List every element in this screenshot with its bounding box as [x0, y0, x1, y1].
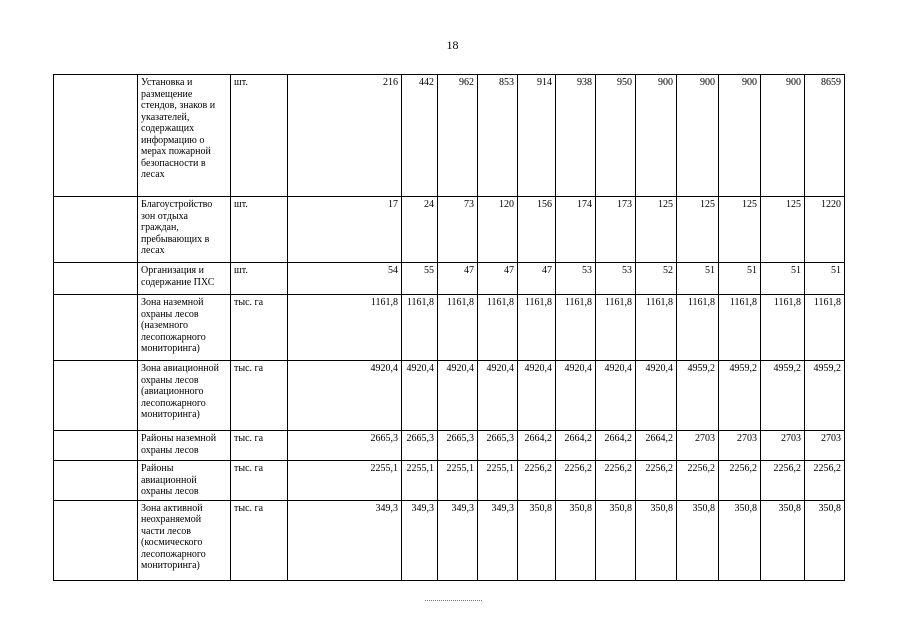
value-cell: 938: [556, 75, 596, 197]
value-cell: 2703: [719, 431, 761, 461]
value-cell: 2256,2: [805, 461, 845, 501]
value-cell: 4959,2: [805, 361, 845, 431]
row-unit-cell: тыс. га: [231, 361, 288, 431]
empty-cell: [54, 263, 138, 295]
value-cell: 4920,4: [402, 361, 438, 431]
value-cell: 125: [677, 197, 719, 263]
value-cell: 1161,8: [719, 295, 761, 361]
value-cell: 350,8: [596, 500, 636, 580]
value-cell: 2665,3: [402, 431, 438, 461]
value-cell: 156: [518, 197, 556, 263]
row-name-cell: Зона наземной охраны лесов (наземного лесопожарного мониторинга): [138, 295, 231, 361]
table-row: [54, 500, 845, 580]
value-cell: 350,8: [636, 500, 677, 580]
value-cell: 2664,2: [636, 431, 677, 461]
value-cell: 2664,2: [518, 431, 556, 461]
table-row: [54, 75, 845, 197]
value-cell: 4959,2: [761, 361, 805, 431]
value-cell: 2256,2: [761, 461, 805, 501]
value-cell: 8659: [805, 75, 845, 197]
value-cell: 349,3: [438, 500, 478, 580]
value-cell: 2664,2: [556, 431, 596, 461]
value-cell: 2665,3: [288, 431, 402, 461]
value-cell: 4959,2: [719, 361, 761, 431]
row-unit-cell: тыс. га: [231, 431, 288, 461]
value-cell: 24: [402, 197, 438, 263]
value-cell: 47: [518, 263, 556, 295]
value-cell: 900: [636, 75, 677, 197]
value-cell: 1161,8: [518, 295, 556, 361]
value-cell: 349,3: [478, 500, 518, 580]
data-table: [53, 74, 845, 581]
value-cell: 962: [438, 75, 478, 197]
empty-cell: [54, 461, 138, 501]
value-cell: 2256,2: [518, 461, 556, 501]
empty-cell: [54, 361, 138, 431]
value-cell: 51: [677, 263, 719, 295]
value-cell: 2255,1: [402, 461, 438, 501]
empty-cell: [54, 295, 138, 361]
row-name-cell: Зона авиационной охраны лесов (авиационного лесопожарного мониторинга): [138, 361, 231, 431]
table-row: [54, 197, 845, 263]
value-cell: 4959,2: [677, 361, 719, 431]
row-unit-cell: тыс. га: [231, 295, 288, 361]
value-cell: 1161,8: [761, 295, 805, 361]
value-cell: 350,8: [518, 500, 556, 580]
row-name-cell: Организация и содержание ПХС: [138, 263, 231, 295]
page-number: 18: [446, 38, 459, 52]
value-cell: 2665,3: [438, 431, 478, 461]
value-cell: 1161,8: [596, 295, 636, 361]
value-cell: 1161,8: [402, 295, 438, 361]
value-cell: 2256,2: [556, 461, 596, 501]
value-cell: 4920,4: [438, 361, 478, 431]
value-cell: 51: [761, 263, 805, 295]
row-unit-cell: шт.: [231, 75, 288, 197]
value-cell: 125: [636, 197, 677, 263]
value-cell: 4920,4: [518, 361, 556, 431]
value-cell: 349,3: [288, 500, 402, 580]
row-unit-cell: шт.: [231, 197, 288, 263]
empty-cell: [54, 197, 138, 263]
row-unit-cell: шт.: [231, 263, 288, 295]
value-cell: 853: [478, 75, 518, 197]
value-cell: 216: [288, 75, 402, 197]
value-cell: 47: [478, 263, 518, 295]
value-cell: 47: [438, 263, 478, 295]
value-cell: 4920,4: [478, 361, 518, 431]
value-cell: 4920,4: [596, 361, 636, 431]
row-name-cell: Зона активной неохраняемой части лесов (космического лесопожарного мониторинга): [138, 500, 231, 580]
value-cell: 2256,2: [719, 461, 761, 501]
table-row: [54, 461, 845, 501]
value-cell: 73: [438, 197, 478, 263]
value-cell: 125: [761, 197, 805, 263]
table-row: [54, 361, 845, 431]
value-cell: 1161,8: [556, 295, 596, 361]
value-cell: 52: [636, 263, 677, 295]
value-cell: 2664,2: [596, 431, 636, 461]
value-cell: 914: [518, 75, 556, 197]
value-cell: 1161,8: [805, 295, 845, 361]
table-row: [54, 295, 845, 361]
row-unit-cell: тыс. га: [231, 500, 288, 580]
value-cell: 350,8: [805, 500, 845, 580]
value-cell: 1220: [805, 197, 845, 263]
value-cell: 2255,1: [288, 461, 402, 501]
value-cell: 1161,8: [438, 295, 478, 361]
value-cell: 53: [596, 263, 636, 295]
value-cell: 173: [596, 197, 636, 263]
value-cell: 900: [761, 75, 805, 197]
value-cell: 2255,1: [478, 461, 518, 501]
value-cell: 51: [719, 263, 761, 295]
value-cell: 4920,4: [636, 361, 677, 431]
value-cell: 2703: [805, 431, 845, 461]
value-cell: 2256,2: [596, 461, 636, 501]
footer-rule: [425, 600, 482, 601]
row-name-cell: Районы авиационной охраны лесов: [138, 461, 231, 501]
value-cell: 174: [556, 197, 596, 263]
table-row: [54, 431, 845, 461]
value-cell: 900: [719, 75, 761, 197]
table-row: [54, 263, 845, 295]
value-cell: 17: [288, 197, 402, 263]
value-cell: 2256,2: [677, 461, 719, 501]
empty-cell: [54, 500, 138, 580]
value-cell: 2255,1: [438, 461, 478, 501]
value-cell: 1161,8: [636, 295, 677, 361]
row-name-cell: Установка и размещение стендов, знаков и указателей, содержащих информацию о мерах пожарной безопасности в лесах: [138, 75, 231, 197]
value-cell: 350,8: [556, 500, 596, 580]
value-cell: 350,8: [761, 500, 805, 580]
value-cell: 120: [478, 197, 518, 263]
value-cell: 2665,3: [478, 431, 518, 461]
value-cell: 350,8: [677, 500, 719, 580]
value-cell: 4920,4: [556, 361, 596, 431]
value-cell: 1161,8: [288, 295, 402, 361]
value-cell: 53: [556, 263, 596, 295]
value-cell: 350,8: [719, 500, 761, 580]
value-cell: 55: [402, 263, 438, 295]
value-cell: 1161,8: [478, 295, 518, 361]
value-cell: 900: [677, 75, 719, 197]
value-cell: 54: [288, 263, 402, 295]
value-cell: 442: [402, 75, 438, 197]
value-cell: 2703: [761, 431, 805, 461]
value-cell: 2703: [677, 431, 719, 461]
empty-cell: [54, 431, 138, 461]
row-unit-cell: тыс. га: [231, 461, 288, 501]
table-body: [54, 75, 845, 581]
value-cell: 125: [719, 197, 761, 263]
empty-cell: [54, 75, 138, 197]
value-cell: 51: [805, 263, 845, 295]
row-name-cell: Благоустройство зон отдыха граждан, пребывающих в лесах: [138, 197, 231, 263]
row-name-cell: Районы наземной охраны лесов: [138, 431, 231, 461]
value-cell: 950: [596, 75, 636, 197]
value-cell: 1161,8: [677, 295, 719, 361]
value-cell: 2256,2: [636, 461, 677, 501]
value-cell: 349,3: [402, 500, 438, 580]
value-cell: 4920,4: [288, 361, 402, 431]
